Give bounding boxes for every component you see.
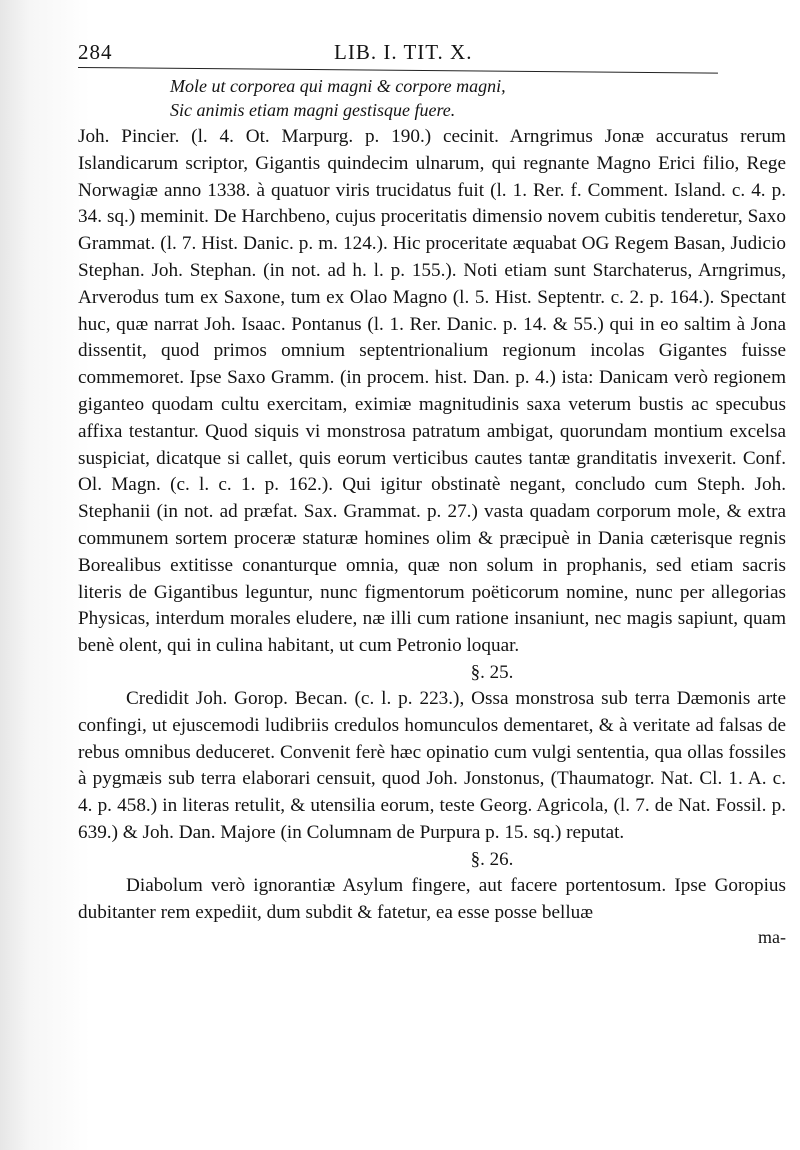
main-text xyxy=(78,124,786,948)
section-heading: §. 26. xyxy=(470,848,514,870)
paragraph: Joh. Pincier. (l. 4. Ot. Marpurg. p. 190.) cecinit. Arngrimus Jonæ accuratus rerum Islandicarum scriptor, Gigantis quindecim ulnarum, qui regnante Magno Erici filio, Rege Norwagiæ anno 1338. à quatuor viris trucidatus fuit (l. 1. Rer. f. Comment. Island. c. 4. p. 34. sq.) meminit. De Harchbeno, cujus proceritatis dimensio novem cubitis tenderetur, Saxo Grammat. (l. 7. Hist. Danic. p. m. 124.). Hic proceritate æquabat OG Regem Basan, Judicio Stephan. Joh. Stephan. (in not. ad h. l. p. 155.). Noti etiam sunt Starchaterus, Arngrimus, Arverodus tum ex Saxone, tum ex Olao Magno (l. 5. Hist. Septentr. c. 2. p. 164.). Spectant huc, quæ narrat Joh. Isaac. Pontanus (l. 1. Rer. Danic. p. 14. & 55.) qui in eo saltim à Jona dissentit, quod primos omnium septentrionalium regionum incolas Gigantes fuisse commemoret. Ipse Saxo Gramm. (in procem. hist. Dan. p. 4.) ista: Danicam verò regionem giganteo quodam cultu exercitam, eximiæ magnitudinis saxa veterum bustis ac specubus affixa testantur. Quod siquis vi monstrosa patratum ambigat, quorundam montium excelsa suspiciat, dicatque si callet, quis eorum verticibus cautes tantæ granditatis invexerit. Conf. Ol. Magn. (c. l. c. 1. p. 162.). Qui igitur obstinatè negant, concludo cum Steph. Joh. Stephanii (in not. ad præfat. Sax. Grammat. p. 27.) vasta quadam corporum mole, & extra communem sortem proceræ staturæ homines olim & præcipuè in Dania cæterisque regnis Borealibus extitisse conanturque omnia, quæ non solum in prophanis, sed etiam sacris literis de Gigantibus leguntur, nunc figmentorum poëticorum nomine, nunc per allegorias Physicas, interdum morales eludere, næ illi cum ratione insaniunt, nec magis sapiunt, quam benè olent, qui in culina habitant, ut cum Petronio loquar. xyxy=(78,126,786,657)
page-header xyxy=(78,34,786,68)
page-number: 284 xyxy=(78,40,113,64)
running-head: LIB. I. TIT. X. xyxy=(334,40,473,64)
paragraph: Credidit Joh. Gorop. Becan. (c. l. p. 223.), Ossa monstrosa sub terra Dæmonis arte confingi, ut ejuscemodi ludibriis credulos homunculos dementaret, & à veritate ad falsas de rebus omnibus deduceret. Convenit ferè hæc opinatio cum vulgi sententia, qua ollas fossiles à pygmæis sub terra elaborari censuit, quod Joh. Jonstonus, (Thaumatogr. Nat. Cl. 1. A. c. 4. p. 458.) in literas retulit, & utensilia eorum, teste Georg. Agricola, (l. 7. de Nat. Fossil. p. 639.) & Joh. Dan. Majore (in Columnam de Purpura p. 15. sq.) reputat. xyxy=(78,687,786,843)
catchword: ma- xyxy=(758,927,786,948)
verse-line: Sic animis etiam magni gestisque fuere. xyxy=(170,100,456,120)
section-heading: §. 25. xyxy=(470,661,514,683)
verse-quotation xyxy=(170,74,786,122)
verse-line: Mole ut corporea qui magni & corpore magni, xyxy=(170,76,506,96)
header-rule xyxy=(78,67,718,74)
paragraph: Diabolum verò ignorantiæ Asylum fingere, aut facere portentosum. Ipse Goropius dubitanter rem expediit, dum subdit & fatetur, ea esse posse belluæ xyxy=(78,874,786,923)
